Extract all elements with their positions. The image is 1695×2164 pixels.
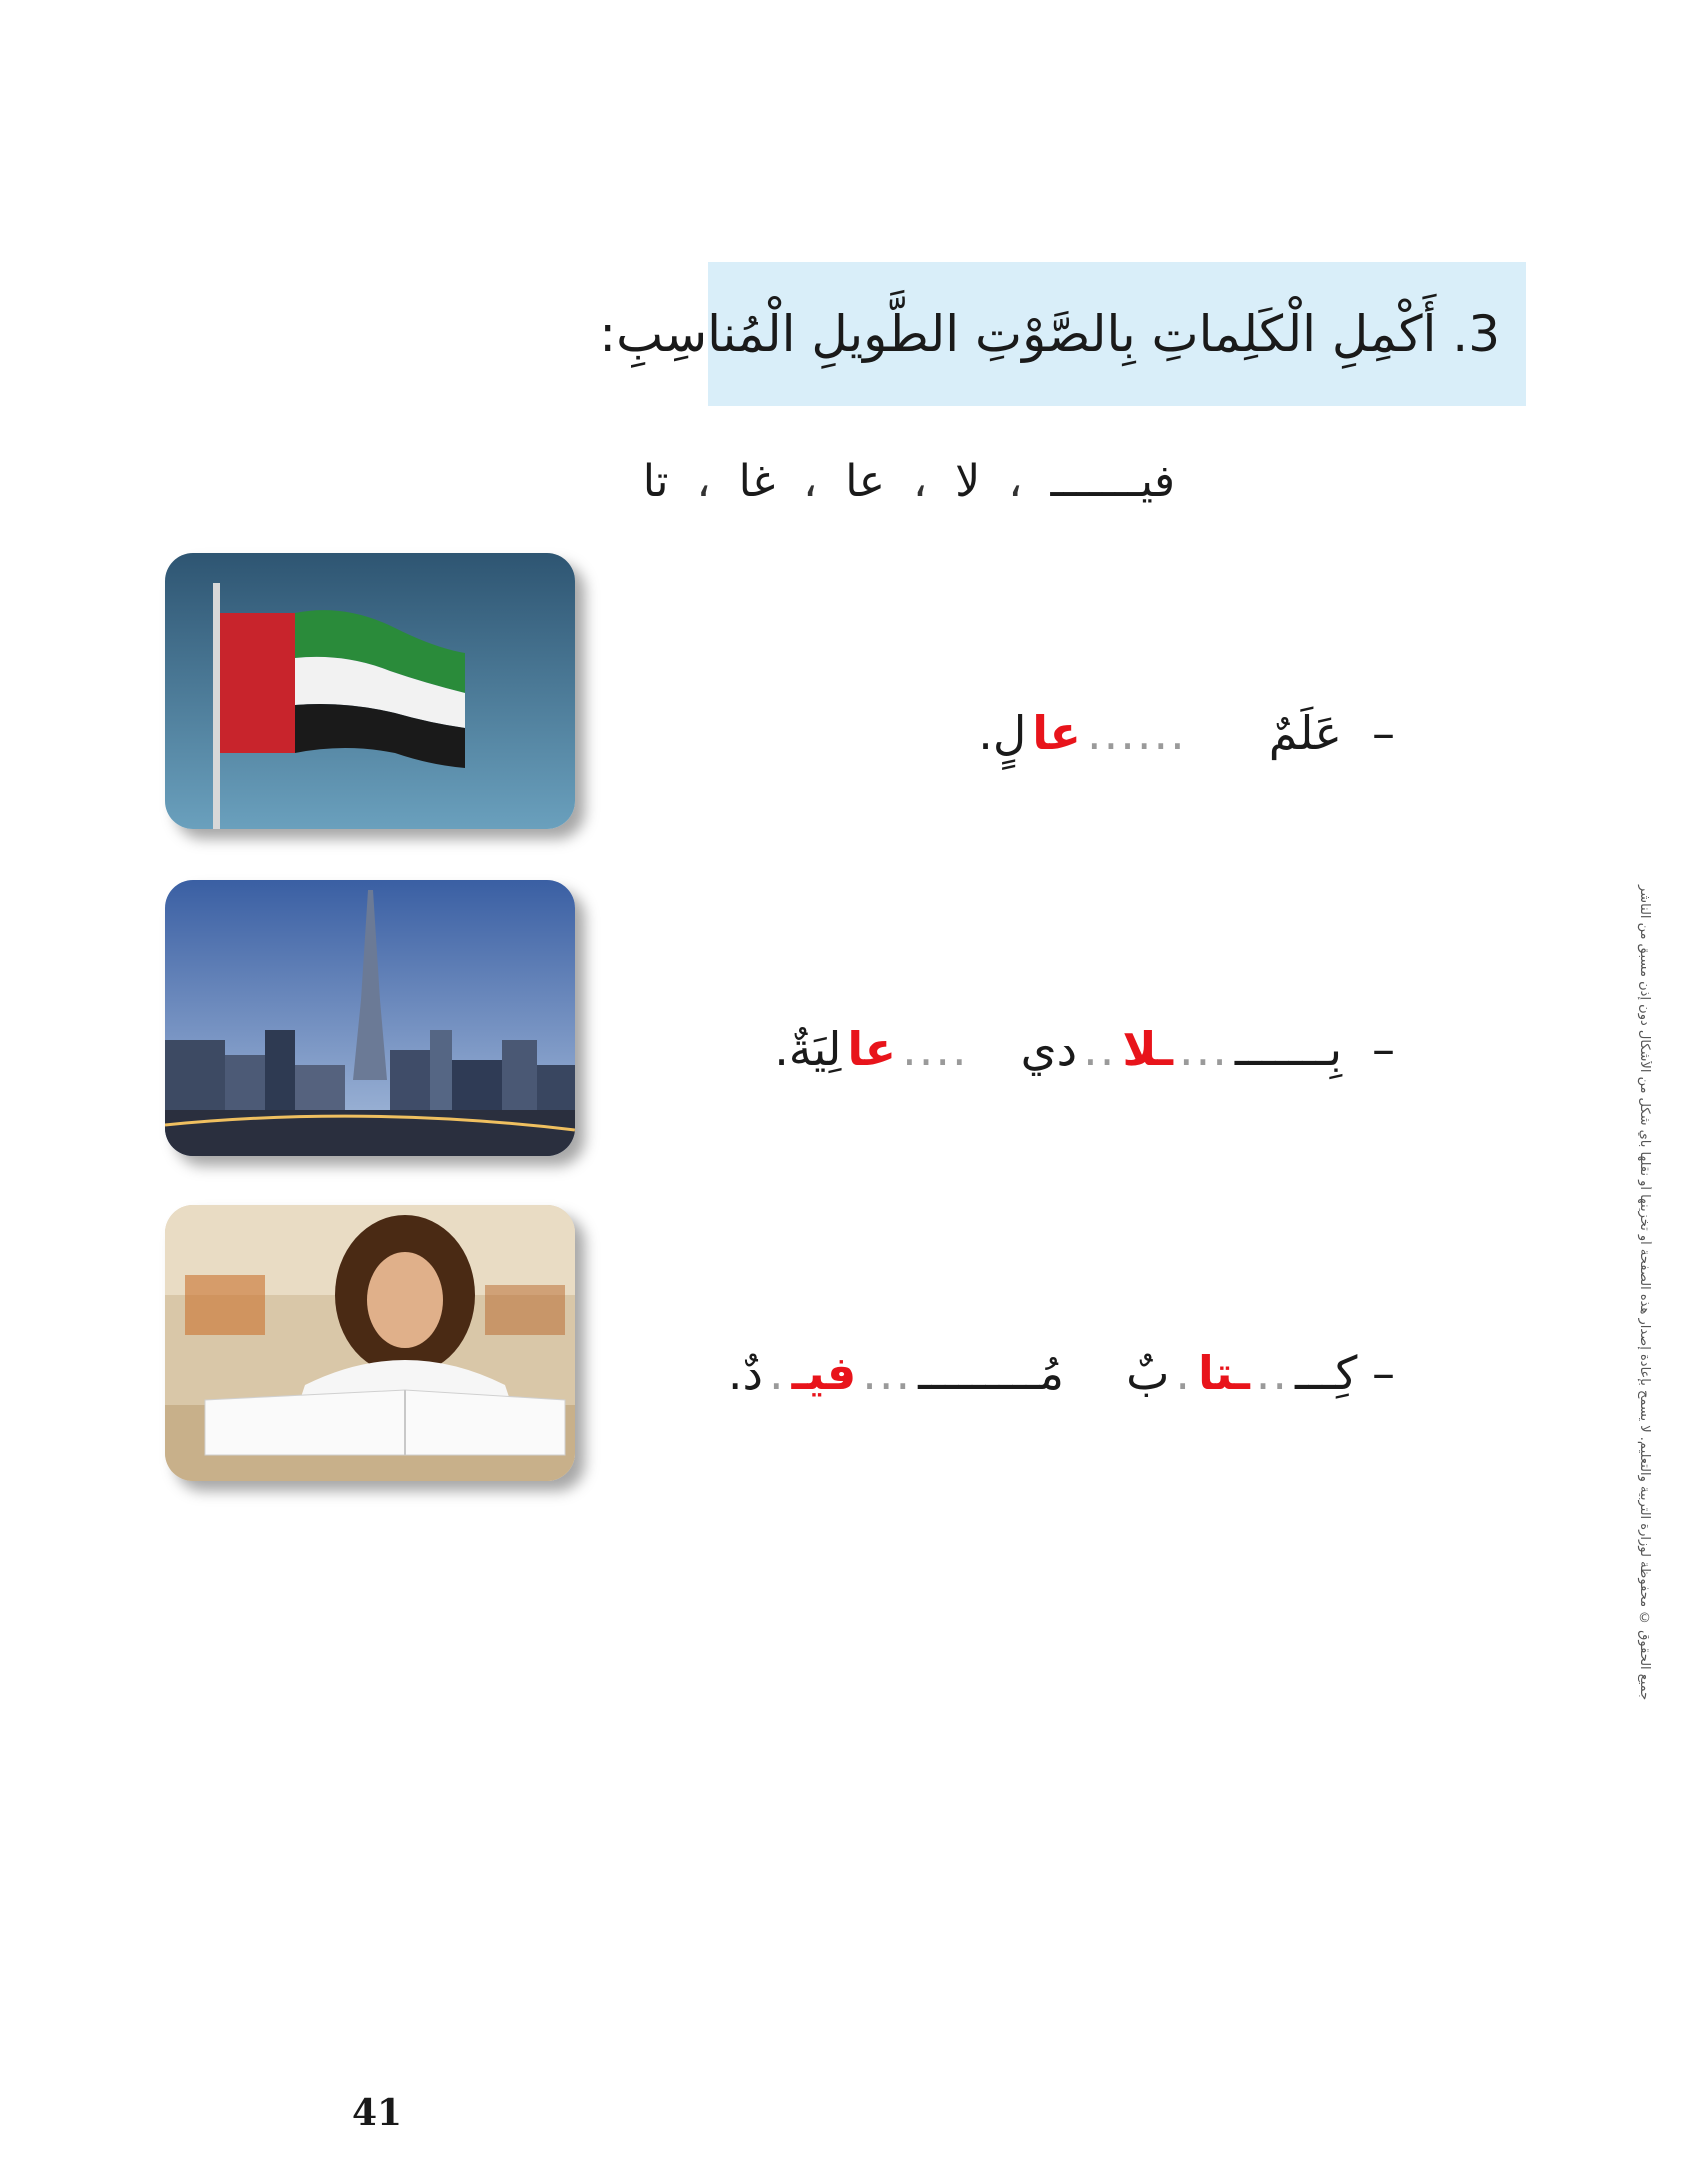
sentence-word: عَلَمٌ bbox=[1268, 706, 1342, 760]
filled-answer: فيـ bbox=[791, 1346, 857, 1400]
word-bank-separator: ، bbox=[696, 456, 711, 507]
answer-blank: .... bbox=[902, 1022, 969, 1076]
word-bank-separator: ، bbox=[803, 456, 818, 507]
exercise-title: 3. أَكْمِلِ الْكَلِماتِ بِالصَّوْتِ الطَّويلِ الْمُناسِبِ: bbox=[599, 305, 1500, 363]
copyright-side-note: جميع الحقوق © محفوظة لوزارة التربية والتعليم. لا يسمح بإعادة إصدار هذه الصفحة أو تخزينها أو نقلها بأي شكل من الأشكال دون إذن مسبق من الناشر bbox=[1637, 884, 1652, 1700]
word-bank-separator: ، bbox=[912, 456, 928, 507]
sentence-word: لٍ. bbox=[978, 706, 1027, 760]
answer-blank: .. bbox=[1083, 1022, 1117, 1076]
word-bank-separator: ، bbox=[1008, 456, 1023, 507]
word-bank-item: فيـــــــ bbox=[1050, 456, 1175, 507]
filled-answer: عا bbox=[1032, 706, 1081, 760]
sentence-word: بِـــــــ bbox=[1234, 1022, 1342, 1076]
dubai-skyline-photo bbox=[165, 880, 575, 1156]
girl-reading-photo bbox=[165, 1205, 575, 1481]
sentence-word: لِيَةٌ. bbox=[774, 1022, 842, 1076]
sentence-word: مُـــــــــ bbox=[918, 1346, 1065, 1400]
answer-blank: ... bbox=[1178, 1022, 1229, 1076]
answer-blank: . bbox=[769, 1346, 786, 1400]
exercise-title-box bbox=[599, 262, 1526, 406]
word-bank bbox=[643, 456, 1175, 507]
answer-blank: ...... bbox=[1086, 706, 1187, 760]
uae-flag-photo bbox=[165, 553, 575, 829]
word-bank-item: لا bbox=[955, 456, 981, 507]
sentence-word: بٌ bbox=[1126, 1346, 1170, 1400]
sentence-word: – كِـــ bbox=[1295, 1346, 1395, 1400]
answer-blank: ... bbox=[862, 1346, 913, 1400]
answer-blank: .. bbox=[1255, 1346, 1290, 1400]
word-bank-item: غا bbox=[738, 456, 776, 507]
sentence-dash: – bbox=[1372, 1022, 1395, 1076]
sentence-3 bbox=[728, 1346, 1395, 1400]
word-bank-item: عا bbox=[845, 456, 885, 507]
sentence-dash: – bbox=[1372, 706, 1395, 760]
word-bank-item: تا bbox=[642, 456, 669, 507]
sentence-1 bbox=[978, 706, 1395, 760]
page-number: 41 bbox=[352, 2092, 403, 2134]
filled-answer: عا bbox=[847, 1022, 897, 1076]
sentence-2 bbox=[774, 1022, 1395, 1076]
sentence-word: دي bbox=[1020, 1022, 1078, 1076]
answer-blank: . bbox=[1175, 1346, 1193, 1400]
filled-answer: ـلا bbox=[1122, 1022, 1173, 1076]
sentence-word: دٌ. bbox=[727, 1346, 764, 1400]
filled-answer: ـتا bbox=[1198, 1346, 1250, 1400]
